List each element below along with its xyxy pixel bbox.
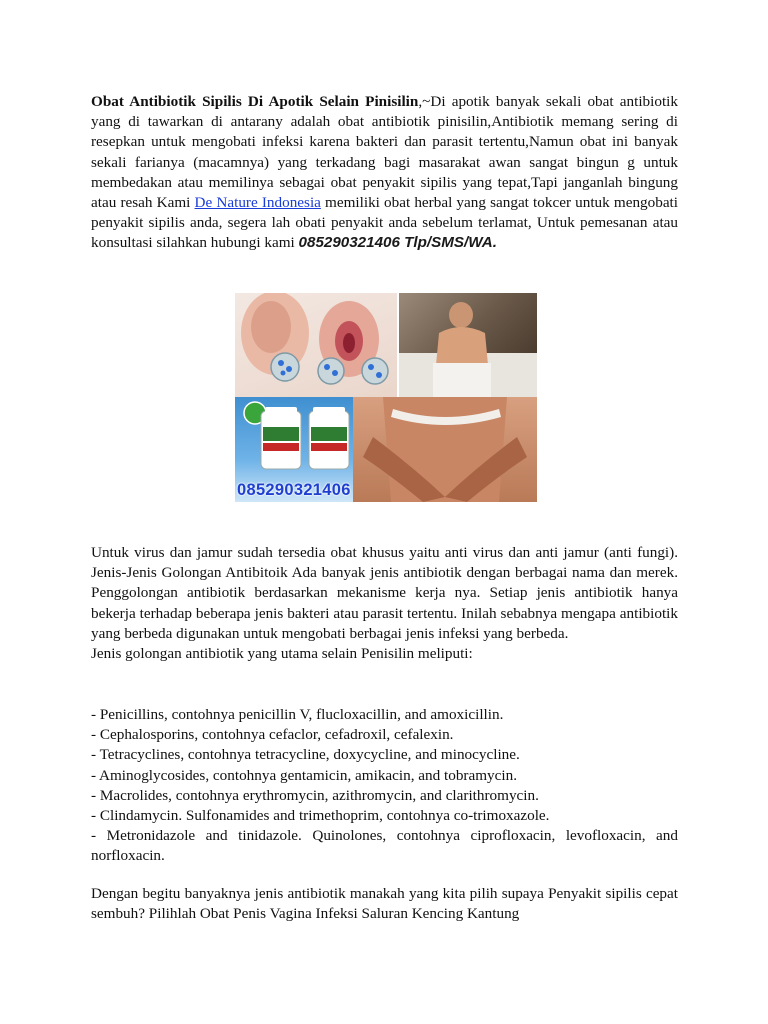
list-item: - Penicillins, contohnya penicillin V, flucloxacillin, and amoxicillin. xyxy=(91,706,504,723)
torso-photo xyxy=(353,397,537,502)
medical-illustration xyxy=(235,293,397,397)
phone-contact: 085290321406 Tlp/SMS/WA. xyxy=(298,234,497,252)
product-image-collage xyxy=(235,293,537,502)
closing-paragraph xyxy=(91,884,678,924)
collage-phone-number: 085290321406 xyxy=(237,481,351,499)
intro-text-continued: memiliki obat herbal yang sangat tokcer untuk mengobati penyakit sipilis anda, segera lah obati penyakit anda sebelum terlamat, Untuk pemesanan atau konsultasi silahkan hubungi kami xyxy=(91,194,678,252)
person-icon xyxy=(399,293,537,397)
list-item: - Macrolides, contohnya erythromycin, azithromycin, and clarithromycin. xyxy=(91,786,539,804)
list-item: - Cephalosporins, contohnya cefaclor, cefadroxil, cefalexin. xyxy=(91,726,454,744)
closing-text: Dengan begitu banyaknya jenis antibiotik manakah yang kita pilih supaya Penyakit sipilis cepat sembuh? Pilihlah Obat Penis Vagina Infeksi Saluran Kencing Kantung xyxy=(91,885,678,923)
list-item: - Metronidazole and tinidazole. Quinolones, contohnya ciprofloxacin, levofloxacin, and norfloxacin. xyxy=(91,827,678,865)
list-intro-text: Jenis golongan antibiotik yang utama selain Penisilin meliputi: xyxy=(91,645,473,663)
list-item: - Aminoglycosides, contohnya gentamicin, amikacin, and tobramycin. xyxy=(91,766,517,784)
torso-figure-icon xyxy=(353,397,537,502)
man-photo xyxy=(399,293,537,397)
types-paragraph-text: Untuk virus dan jamur sudah tersedia obat khusus yaitu anti virus dan anti jamur (anti fungi). Jenis-Jenis Golongan Antibitoik Ada banyak jenis antibiotik dengan berbagai nama dan merek. Penggolongan antibiotik berdasarkan mekanisme kerja nya. Setiap jenis antibiotik hanya bekerja terhadap beberapa jenis bakteri atau parasit tertentu. Inilah sebabnya mengapa antibiotik yang berbeda digunakan untuk mengobati berbagai jenis infeksi yang berbeda. xyxy=(91,544,678,642)
antibiotic-types-paragraph xyxy=(91,543,678,664)
list-item: - Tetracyclines, contohnya tetracycline, doxycycline, and minocycline. xyxy=(91,746,520,764)
intro-paragraph xyxy=(91,92,678,254)
article-title: Obat Antibiotik Sipilis Di Apotik Selain Pinisilin xyxy=(91,93,419,110)
antibiotic-list xyxy=(91,705,678,867)
de-nature-indonesia-link[interactable]: De Nature Indonesia xyxy=(194,194,321,212)
intro-text: ,~Di apotik banyak sekali obat antibiotik yang di tawarkan di antarany adalah obat antibiotik pinisilin,Antibiotik memang sering di resepkan untuk mengobati infeksi karena bakteri dan parasit tertentu,Namun obat ini banyak sekali farianya (macamnya) yang terkadang bagi masarakat awan sangat bingun g untuk membedakan atau memilinya sebagai obat penyakit sipilis yang tepat,Tapi janganlah bingung atau resah Kami xyxy=(91,93,678,212)
list-item: - Clindamycin. Sulfonamides and trimethoprim, contohnya co-trimoxazole. xyxy=(91,807,550,825)
bacteria-illustration-icon xyxy=(235,293,397,397)
